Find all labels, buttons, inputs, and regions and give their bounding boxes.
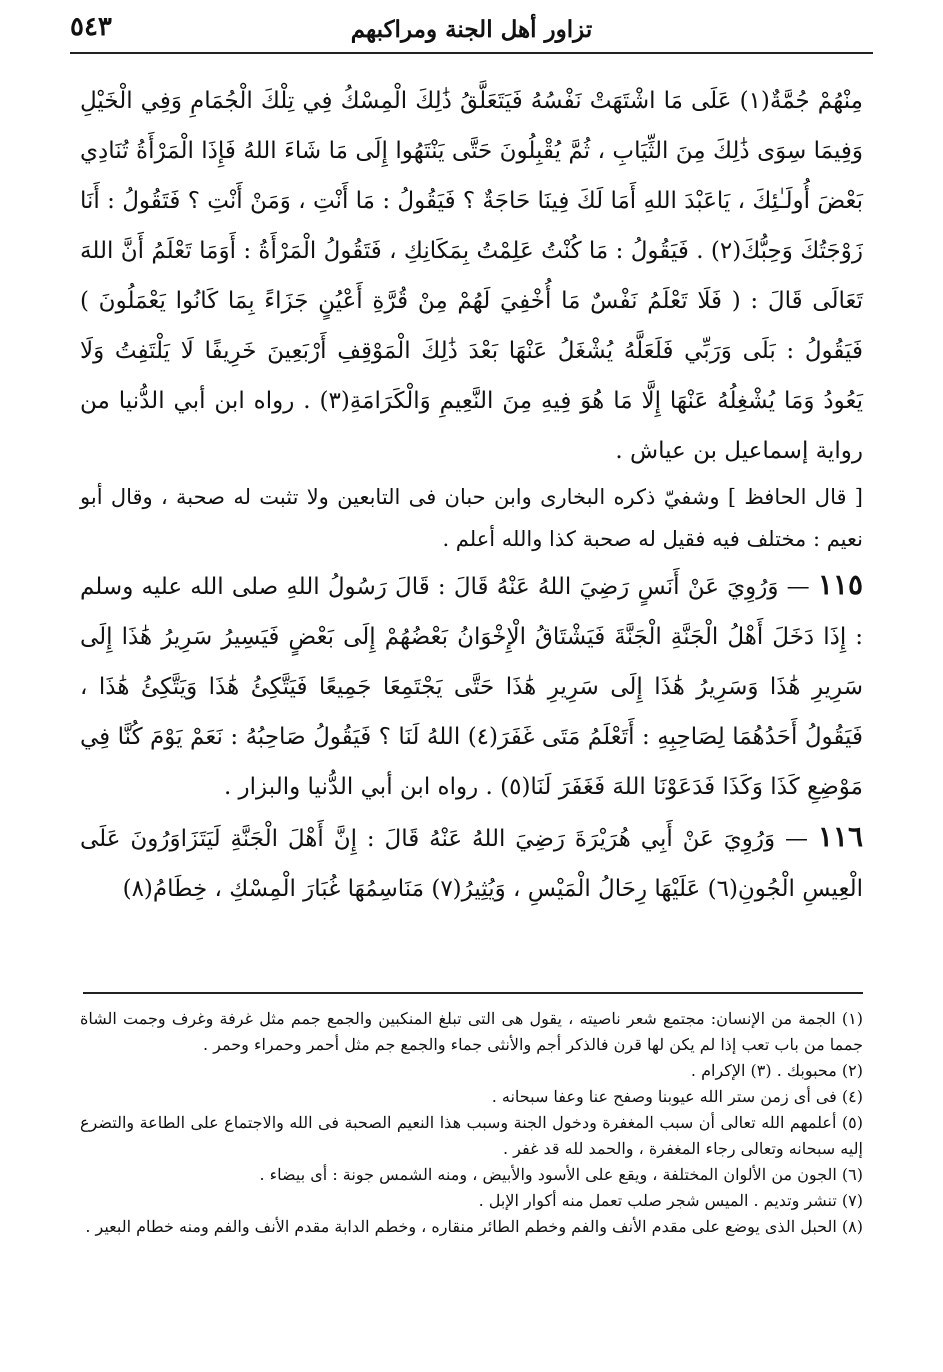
- footnote-6: (٦) الجون من الألوان المختلفة ، ويقع على الأسود والأبيض ، ومنه الشمس جونة : أى بيضاء .: [259, 1165, 863, 1184]
- footnote-5: (٥) أعلمهم الله تعالى أن سبب المغفرة ودخول الجنة وسبب هذا النعيم الصحبة فى الله والاجتماع على الطاعة والتضرع إليه سبحانه وتعالى رجاء المغفرة ، والحمد لله قد غفر .: [80, 1113, 863, 1158]
- footnote-1: (١) الجمة من الإنسان: مجتمع شعر ناصيته ، يقول هى التى تبلغ المنكبين والجمع جمم مثل غرفة وغرف وجمت الشاة جمما من باب تعب إذا لم يكن لها قرن فالذكر أجم والأنثى جماء والجمع جم مثل أحمر وحمراء وحمر .: [80, 1009, 863, 1054]
- hafiz-note-paragraph: [ قال الحافظ ] وشفيّ ذكره البخارى وابن حبان فى التابعين ولا تثبت له صحبة ، وقال أبو نعيم : مختلف فيه فقيل له صحبة كذا والله أعلم .: [80, 485, 863, 551]
- hadith-number-115: ١١٥: [817, 568, 863, 601]
- footnote-4: (٤) فى أى زمن ستر الله عيوبنا وصفح عنا وعفا سبحانه .: [491, 1087, 863, 1106]
- main-text: [80, 76, 863, 914]
- paragraph-continuation: مِنْهُمْ جُمَّةٌ(١) عَلَى مَا اشْتَهَتْ نَفْسُهُ فَيَتَعَلَّقُ ذَٰلِكَ الْمِسْكُ فِي تِلْكَ الْجُمَامِ وَفِي الْخَيْلِ وَفِيمَا سِوَى ذَٰلِكَ مِنَ الثِّيَابِ ، ثُمَّ يُقْبِلُونَ حَتَّى يَنْتَهُوا إِلَى مَا شَاءَ اللهُ فَإِذَا الْمَرْأَةُ تُنَادِي بَعْضَ أُولَـٰئِكَ ، يَاعَبْدَ اللهِ أَمَا لَكَ فِينَا حَاجَةٌ ؟ فَيَقُولُ : مَا أَنْتِ ، وَمَنْ أَنْتِ ؟ فَتَقُولُ : أَنَا زَوْجَتُكَ وَحِبُّكَ(٢) . فَيَقُولُ : مَا كُنْتُ عَلِمْتُ بِمَكَانِكِ ، فَتَقُولُ الْمَرْأَةُ : أَوَمَا تَعْلَمُ أَنَّ اللهَ تَعَالَى قَالَ : ( فَلَا تَعْلَمُ نَفْسٌ مَا أُخْفِيَ لَهُمْ مِنْ قُرَّةِ أَعْيُنٍ جَزَاءً بِمَا كَانُوا يَعْمَلُونَ ) فَيَقُولُ : بَلَى وَرَبِّي فَلَعَلَّهُ يُشْغَلُ عَنْهَا بَعْدَ ذَٰلِكَ الْمَوْقِفِ أَرْبَعِينَ خَرِيفًا لَا يَلْتَفِتُ وَلَا يَعُودُ وَمَا يُشْغِلُهُ عَنْهَا إِلَّا مَا هُوَ فِيهِ مِنَ النَّعِيمِ وَالْكَرَامَةِ(٣) . رواه ابن أبي الدُّنيا من رواية إسماعيل بن عياش .: [80, 88, 864, 464]
- running-title: تزاور أهل الجنة ومراكبهم: [350, 16, 593, 43]
- page-header: [70, 10, 873, 50]
- header-divider: [70, 52, 873, 54]
- hadith-115-text: — وَرُوِيَ عَنْ أَنَسٍ رَضِيَ اللهُ عَنْهُ قَالَ : قَالَ رَسُولُ اللهِ صلى الله عليه وسلم : إِذَا دَخَلَ أَهْلُ الْجَنَّةِ الْجَنَّةَ فَيَشْتَاقُ الْإِخْوَانُ بَعْضُهُمْ إِلَى بَعْضٍ فَيَسِيرُ سَرِيرُ هَٰذَا إِلَى سَرِيرِ هَٰذَا وَسَرِيرُ هَٰذَا إِلَى سَرِيرِ هَٰذَا حَتَّى يَجْتَمِعَا جَمِيعًا فَيَتَّكِئُ هَٰذَا وَيَتَّكِئُ هَٰذَا ، فَيَقُولُ أَحَدُهُمَا لِصَاحِبِهِ : أَتَعْلَمُ مَتَى غَفَرَ(٤) اللهُ لَنَا ؟ فَيَقُولُ صَاحِبُهُ : نَعَمْ يَوْمَ كُنَّا فِي مَوْضِعِ كَذَا وَكَذَا فَدَعَوْنَا اللهَ فَغَفَرَ لَنَا(٥) . رواه ابن أبي الدُّنيا والبزار .: [80, 574, 864, 800]
- hadith-116-text: — وَرُوِيَ عَنْ أَبِي هُرَيْرَةَ رَضِيَ اللهُ عَنْهُ قَالَ : إِنَّ أَهْلَ الْجَنَّةِ لَيَتَزَاوَرُونَ عَلَى الْعِيسِ الْجُونِ(٦) عَلَيْهَا رِحَالُ الْمَيْسِ ، وَيُثِيرُ(٧) مَنَاسِمُهَا غُبَارَ الْمِسْكِ ، خِطَامُ(٨): [80, 826, 863, 902]
- hadith-116: [80, 812, 863, 914]
- footnote-divider: [83, 992, 863, 994]
- footnote-2-3: (٢) محبوبك . (٣) الإكرام .: [690, 1061, 863, 1080]
- hadith-115: [80, 560, 863, 812]
- footnote-8: (٨) الحبل الذى يوضع على مقدم الأنف والفم وخطم الطائر منقاره ، وخطم الدابة مقدم الأنف والفم ومنه خطام البعير .: [85, 1217, 863, 1236]
- page-number: ٥٤٣: [70, 12, 112, 42]
- footnote-7: (٧) تنشر وتديم . الميس شجر صلب تعمل منه أكوار الإبل .: [478, 1191, 863, 1210]
- footnotes: [80, 1006, 863, 1240]
- hadith-number-116: ١١٦: [817, 820, 863, 853]
